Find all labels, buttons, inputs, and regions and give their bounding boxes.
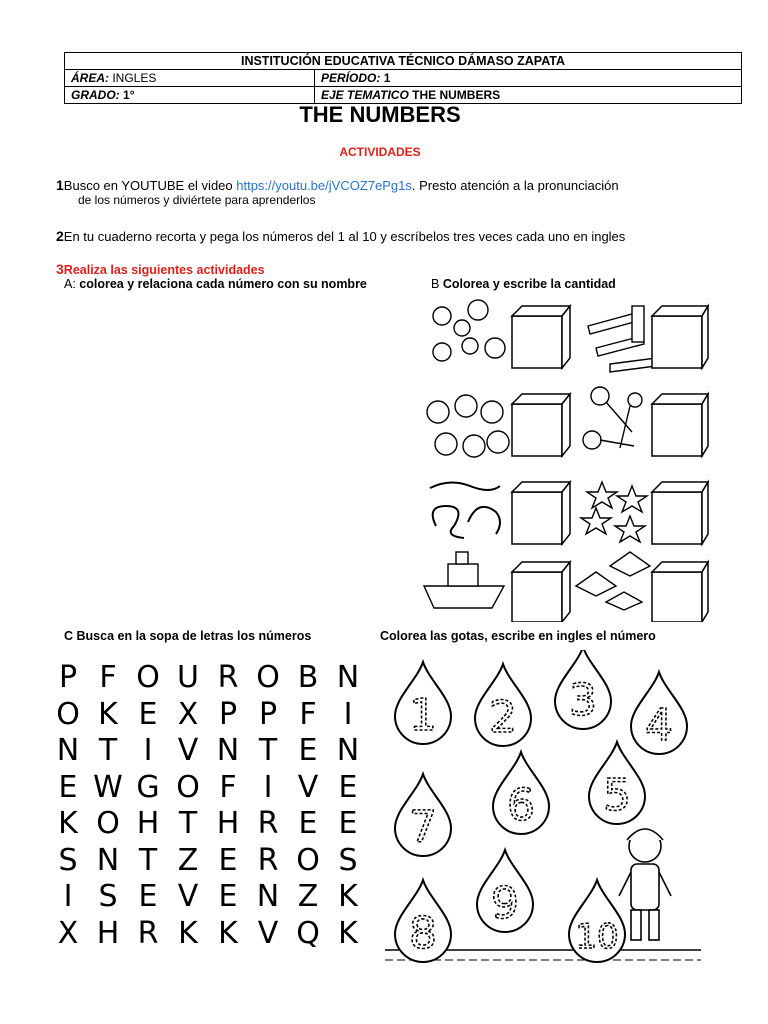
word-search-row <box>48 916 368 953</box>
word-search-letter: O <box>296 842 320 878</box>
word-search-letter: E <box>218 879 238 914</box>
word-search-letter: Z <box>297 879 319 914</box>
item-3-text: Realiza las siguientes actividades <box>63 263 265 277</box>
periodo-cell <box>315 70 741 86</box>
item-1-text-2: . Presto atención a la pronunciación <box>411 178 619 193</box>
raindrop-number: 3 <box>569 675 597 726</box>
raindrop-number: 2 <box>489 692 517 743</box>
institution-row <box>65 53 741 69</box>
grado-value: 1° <box>123 88 135 102</box>
word-search-letter: H <box>96 915 120 951</box>
word-search-letter: N <box>96 842 120 878</box>
raindrop <box>589 742 645 824</box>
raindrop-number: 7 <box>409 802 437 853</box>
word-search-letter: E <box>138 879 158 914</box>
word-search-letter: R <box>257 806 279 841</box>
raindrop <box>631 672 687 754</box>
word-search-letter: I <box>263 769 273 805</box>
cube-box-6 <box>652 482 708 544</box>
word-search-letter: E <box>338 769 358 805</box>
raindrop <box>395 774 451 856</box>
word-search-grid <box>48 660 368 952</box>
word-search-letter: V <box>177 879 199 914</box>
word-search-row <box>48 770 368 807</box>
raindrop <box>475 664 531 746</box>
raindrop <box>395 880 451 962</box>
word-search-letter: O <box>96 806 120 841</box>
activities-heading: ACTIVIDADES <box>339 145 421 159</box>
girl-figure <box>619 829 671 940</box>
header-table <box>64 52 742 104</box>
word-search-letter: N <box>56 733 80 768</box>
institution-name: INSTITUCIÓN EDUCATIVA TÉCNICO DÁMASO ZAPATA <box>240 54 566 68</box>
word-search-letter: I <box>143 733 153 768</box>
cube-box-7 <box>512 562 570 622</box>
item-1-text: Busco en YOUTUBE el video <box>63 178 237 193</box>
item-2-number: 2 <box>56 228 64 244</box>
cube-box-1 <box>512 306 570 368</box>
word-search-letter: R <box>257 842 279 878</box>
word-search-letter: G <box>136 769 160 805</box>
grado-label: GRADO: <box>71 88 120 102</box>
section-c-label <box>64 629 311 643</box>
word-search-letter: E <box>138 696 158 732</box>
periodo-label: PERÍODO: <box>321 71 381 85</box>
word-search-row <box>48 806 368 843</box>
area-cell <box>65 70 315 86</box>
raindrop-number: 9 <box>491 878 519 929</box>
word-search-letter: S <box>58 842 78 878</box>
keys-group <box>583 387 642 449</box>
page-title: THE NUMBERS <box>299 102 461 127</box>
word-search-letter: E <box>218 842 238 878</box>
word-search-letter: Q <box>296 915 320 951</box>
word-search-letter: O <box>176 769 200 805</box>
word-search-row <box>48 697 368 734</box>
section-b-label <box>431 277 616 291</box>
raindrop <box>493 752 549 834</box>
raindrop-number: 5 <box>603 770 631 821</box>
word-search-letter: N <box>336 660 360 695</box>
word-search-letter: R <box>217 660 239 695</box>
cube-box-5 <box>512 482 570 544</box>
raindrop <box>477 850 533 932</box>
word-search-letter: O <box>136 660 160 695</box>
word-search-letter: T <box>258 733 278 768</box>
word-search-letter: X <box>177 696 199 732</box>
raindrop-number: 6 <box>507 780 535 831</box>
word-search-letter: S <box>98 879 118 914</box>
section-c-text: Busca en la sopa de letras los números <box>76 629 312 643</box>
word-search-letter: T <box>98 733 118 768</box>
cube-box-3 <box>512 394 570 456</box>
word-search-letter: V <box>297 769 319 805</box>
item-1 <box>56 177 619 193</box>
raindrop-number: 8 <box>409 908 437 959</box>
item-2-text: En tu cuaderno recorta y pega los números del 1 al 10 y escríbelos tres veces cada uno en ingles <box>63 229 626 244</box>
word-search-row <box>48 879 368 916</box>
word-search-row <box>48 660 368 697</box>
raindrop <box>555 650 611 729</box>
cube-box-2 <box>652 306 708 368</box>
pencils-group <box>588 306 656 372</box>
word-search-letter: N <box>256 879 280 914</box>
word-search-letter: K <box>98 696 118 732</box>
area-row <box>65 69 741 86</box>
worms-group <box>430 482 500 538</box>
bats-group <box>576 552 650 610</box>
periodo-value: 1 <box>383 71 391 85</box>
grado-row <box>65 86 741 103</box>
counting-illustration <box>420 296 710 622</box>
word-search-row <box>48 843 368 880</box>
word-search-letter: N <box>216 733 240 768</box>
word-search-letter: I <box>343 696 353 732</box>
word-search-letter: P <box>58 660 78 695</box>
word-search-letter: F <box>299 696 317 732</box>
word-search-letter: E <box>58 769 78 805</box>
word-search-letter: H <box>216 806 240 841</box>
word-search-letter: I <box>63 879 73 914</box>
section-b-letter: B <box>431 277 440 291</box>
item-2 <box>56 228 625 244</box>
word-search-letter: S <box>338 842 358 878</box>
word-search-letter: F <box>219 769 237 805</box>
chicks-group <box>433 300 505 361</box>
word-search-letter: V <box>257 915 279 951</box>
raindrop-number: 4 <box>645 700 673 751</box>
item-3 <box>56 261 265 277</box>
section-d-label: Colorea las gotas, escribe en ingles el número <box>380 629 656 643</box>
raindrops-illustration <box>383 650 703 970</box>
section-a-text: colorea y relaciona cada número con su nombre <box>79 277 367 291</box>
area-value: INGLES <box>112 71 157 85</box>
word-search-letter: Z <box>177 842 199 878</box>
youtube-link[interactable]: https://youtu.be/jVCOZ7ePg1s <box>236 178 412 193</box>
raindrop-number: 1 <box>409 690 437 741</box>
word-search-letter: E <box>338 806 358 841</box>
raindrop <box>395 662 451 744</box>
item-1-number: 1 <box>56 177 64 193</box>
word-search-letter: T <box>138 842 158 878</box>
word-search-letter: P <box>258 696 278 732</box>
eje-value: THE NUMBERS <box>412 88 501 102</box>
area-label: ÁREA: <box>71 71 109 85</box>
word-search-letter: F <box>99 660 117 695</box>
word-search-letter: U <box>177 660 199 695</box>
section-c-letter: C <box>64 629 74 643</box>
item-1-line-2: de los números y diviértete para aprenderlos <box>78 193 316 207</box>
word-search-letter: K <box>338 915 358 951</box>
word-search-letter: E <box>298 733 318 768</box>
word-search-letter: K <box>338 879 358 914</box>
grado-cell <box>65 87 315 103</box>
word-search-letter: E <box>298 806 318 841</box>
raindrop-number: 10 <box>575 917 619 957</box>
word-search-letter: O <box>56 696 80 732</box>
eje-cell <box>315 87 741 103</box>
section-a-label <box>64 277 367 291</box>
eje-label: EJE TEMATICO <box>321 88 409 102</box>
word-search-letter: K <box>218 915 238 951</box>
word-search-letter: R <box>137 915 159 951</box>
word-search-letter: P <box>218 696 238 732</box>
apples-group <box>427 395 509 457</box>
word-search-letter: W <box>93 769 123 805</box>
cube-box-8 <box>652 562 708 622</box>
section-b-text: Colorea y escribe la cantidad <box>442 277 616 291</box>
word-search-letter: N <box>336 733 360 768</box>
cube-box-4 <box>652 394 708 456</box>
section-a-letter: A: <box>64 277 76 291</box>
word-search-letter: K <box>58 806 78 841</box>
word-search-letter: O <box>256 660 280 695</box>
word-search-letter: T <box>178 806 198 841</box>
word-search-letter: K <box>178 915 198 951</box>
boat-group <box>424 552 504 608</box>
raindrop <box>569 880 625 962</box>
word-search-letter: B <box>297 660 319 695</box>
stars-group <box>581 482 647 542</box>
item-3-number: 3 <box>56 261 64 277</box>
word-search-row <box>48 733 368 770</box>
word-search-letter: X <box>57 915 79 951</box>
word-search-letter: H <box>136 806 160 841</box>
word-search-letter: V <box>177 733 199 768</box>
